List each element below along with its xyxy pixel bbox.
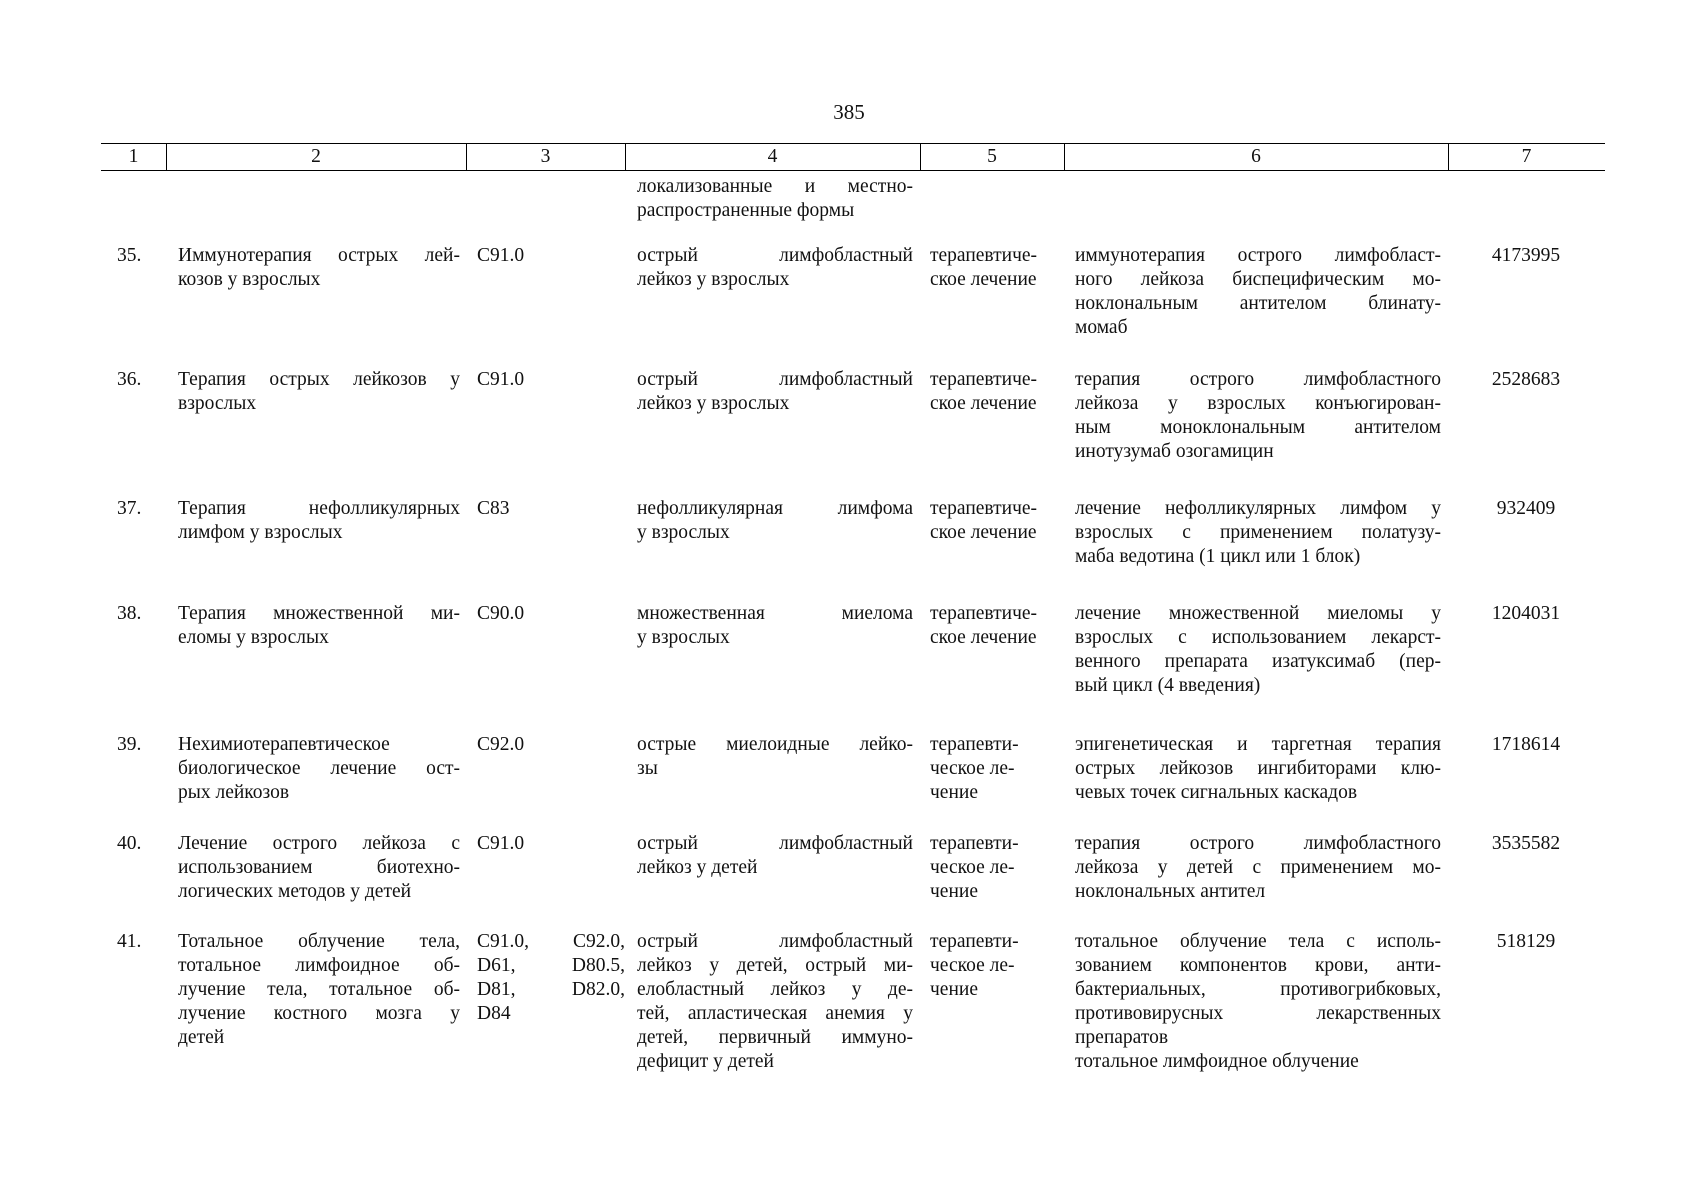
service-name-line: лучение костного мозга у xyxy=(178,1003,460,1024)
header-col-7: 7 xyxy=(1521,146,1532,167)
row-number: 40. xyxy=(117,833,142,854)
treatment-type-line: ческое ле- xyxy=(930,857,1015,878)
treatment-type-line: ское лечение xyxy=(930,627,1037,648)
treatment-type xyxy=(930,368,1058,416)
diagnosis xyxy=(637,930,913,1074)
service-name xyxy=(178,368,460,416)
treatment-description-line: чевых точек сигнальных каскадов xyxy=(1075,782,1358,803)
treatment-description-line: иммунотерапия острого лимфобласт- xyxy=(1075,245,1441,266)
service-name-line: Нехимиотерапевтическое xyxy=(178,734,390,755)
row-number: 35. xyxy=(117,245,142,266)
diagnosis-line: лейкоз у детей, острый ми- xyxy=(637,955,913,976)
service-name xyxy=(178,244,460,292)
header-col-1: 1 xyxy=(128,146,139,167)
icd-code: C91.0 xyxy=(477,369,525,390)
service-name-line: Тотальное облучение тела, xyxy=(178,931,460,952)
diagnosis-line: елобластный лейкоз у де- xyxy=(637,979,913,1000)
diagnosis-line: у взрослых xyxy=(637,522,730,543)
icd-codes xyxy=(477,244,625,268)
icd-code: C91.0 xyxy=(477,245,525,266)
continuation-text: локализованные и местно- xyxy=(637,176,913,197)
standard-cost: 1718614 xyxy=(1491,734,1561,755)
diagnosis xyxy=(637,244,913,292)
header-col-4: 4 xyxy=(767,146,778,167)
icd-code-line xyxy=(477,954,625,978)
standard-cost: 2528683 xyxy=(1491,369,1561,390)
icd-code-line xyxy=(477,930,625,954)
treatment-description-line: эпигенетическая и таргетная терапия xyxy=(1075,734,1441,755)
treatment-type-line: ское лечение xyxy=(930,269,1037,290)
treatment-type-line: ское лечение xyxy=(930,522,1037,543)
service-name xyxy=(178,930,460,1050)
service-name-line: тотальное лимфоидное об- xyxy=(178,955,460,976)
icd-code: C92.0 xyxy=(477,734,525,755)
icd-code-line xyxy=(477,1002,625,1026)
treatment-type-line: ское лечение xyxy=(930,393,1037,414)
header-col-3: 3 xyxy=(540,146,551,167)
treatment-description-line: венного препарата изатуксимаб (пер- xyxy=(1075,651,1441,672)
diagnosis-line: лейкоз у взрослых xyxy=(637,393,790,414)
diagnosis-line: острый лимфобластный xyxy=(637,833,913,854)
diagnosis-line: острый лимфобластный xyxy=(637,369,913,390)
treatment-description-line: тотальное облучение тела с исполь- xyxy=(1075,931,1441,952)
diagnosis-line: детей, первичный иммуно- xyxy=(637,1027,913,1048)
treatment-description-line: терапия острого лимфобластного xyxy=(1075,833,1441,854)
icd-code: C83 xyxy=(477,498,510,519)
standard-cost: 3535582 xyxy=(1491,833,1561,854)
icd-codes xyxy=(477,497,625,521)
icd-codes xyxy=(477,368,625,392)
icd-code: C91.0 xyxy=(477,833,525,854)
treatment-type xyxy=(930,602,1058,650)
page-number: 385 xyxy=(833,100,865,124)
treatment-type-line: терапевтиче- xyxy=(930,603,1038,624)
icd-codes xyxy=(477,930,625,1026)
diagnosis xyxy=(637,602,913,650)
treatment-type xyxy=(930,733,1058,805)
treatment-description xyxy=(1075,832,1441,904)
header-col-5: 5 xyxy=(987,146,997,167)
standard-cost: 518129 xyxy=(1496,931,1556,952)
treatment-description xyxy=(1075,733,1441,805)
treatment-type xyxy=(930,497,1058,545)
service-name-line: еломы у взрослых xyxy=(178,627,329,648)
icd-codes xyxy=(477,602,625,626)
diagnosis-line: нефолликулярная лимфома xyxy=(637,498,913,519)
diagnosis-line: лейкоз у детей xyxy=(637,857,758,878)
service-name-line: Терапия множественной ми- xyxy=(178,603,460,624)
treatment-description-line: противовирусных лекарственных xyxy=(1075,1003,1441,1024)
service-name-line: логических методов у детей xyxy=(178,881,412,902)
treatment-description-line: вый цикл (4 введения) xyxy=(1075,675,1261,696)
row-number: 36. xyxy=(117,369,142,390)
treatment-description-line: ноклональным антителом блинату- xyxy=(1075,293,1441,314)
icd-code: D82.0, xyxy=(571,979,625,1000)
diagnosis xyxy=(637,832,913,880)
icd-code: D81, xyxy=(477,979,516,1000)
treatment-description-line: препаратов xyxy=(1075,1027,1169,1048)
treatment-description-line: терапия острого лимфобластного xyxy=(1075,369,1441,390)
treatment-description-line: бактериальных, противогрибковых, xyxy=(1075,979,1441,1000)
table-header-bottom-border xyxy=(101,170,1605,171)
row-number: 38. xyxy=(117,603,142,624)
service-name-line: Иммунотерапия острых лей- xyxy=(178,245,460,266)
service-name xyxy=(178,497,460,545)
treatment-description-line: момаб xyxy=(1075,317,1128,338)
treatment-type-line: терапевтиче- xyxy=(930,498,1038,519)
treatment-description-line: ным моноклональным антителом xyxy=(1075,417,1441,438)
service-name-line: лучение тела, тотальное об- xyxy=(178,979,460,1000)
treatment-type-line: терапевти- xyxy=(930,833,1019,854)
treatment-description-line: ноклональных антител xyxy=(1075,881,1266,902)
treatment-type-line: чение xyxy=(930,782,978,803)
row-number: 41. xyxy=(117,931,142,952)
treatment-description xyxy=(1075,602,1441,698)
service-name-line: Терапия нефолликулярных xyxy=(178,498,460,519)
diagnosis-line: дефицит у детей xyxy=(637,1051,774,1072)
treatment-description xyxy=(1075,368,1441,464)
treatment-type-line: терапевтиче- xyxy=(930,245,1038,266)
icd-code: C92.0, xyxy=(572,931,625,952)
header-col-2: 2 xyxy=(311,146,321,167)
treatment-type-line: терапевти- xyxy=(930,931,1019,952)
icd-code: D84 xyxy=(477,1003,511,1024)
row-number: 37. xyxy=(117,498,142,519)
diagnosis-line: острые миелоидные лейко- xyxy=(637,734,913,755)
service-name-line: Лечение острого лейкоза с xyxy=(178,833,460,854)
service-name xyxy=(178,602,460,650)
treatment-description-line: тотальное лимфоидное облучение xyxy=(1075,1051,1359,1072)
standard-cost: 4173995 xyxy=(1491,245,1561,266)
diagnosis-line: тей, апластическая анемия у xyxy=(637,1003,913,1024)
icd-code: D80.5, xyxy=(571,955,625,976)
treatment-description-line: лечение множественной миеломы у xyxy=(1075,603,1441,624)
treatment-type xyxy=(930,832,1058,904)
service-name-line: биологическое лечение ост- xyxy=(178,758,460,779)
icd-codes xyxy=(477,832,625,856)
service-name-line: взрослых xyxy=(178,393,257,414)
diagnosis xyxy=(637,368,913,416)
treatment-description xyxy=(1075,497,1441,569)
treatment-type xyxy=(930,244,1058,292)
diagnosis-line: острый лимфобластный xyxy=(637,931,913,952)
service-name-line: рых лейкозов xyxy=(178,782,290,803)
diagnosis-line: у взрослых xyxy=(637,627,730,648)
header-col-6: 6 xyxy=(1251,146,1261,167)
icd-code: D61, xyxy=(477,955,516,976)
diagnosis xyxy=(637,733,913,781)
treatment-description xyxy=(1075,930,1441,1074)
continuation-text: распространенные формы xyxy=(637,200,855,221)
treatment-type-line: терапевтиче- xyxy=(930,369,1038,390)
treatment-description-line: взрослых с применением полатузу- xyxy=(1075,522,1441,543)
diagnosis-line: множественная миелома xyxy=(637,603,913,624)
treatment-type-line: ческое ле- xyxy=(930,955,1015,976)
treatment-type-line: терапевти- xyxy=(930,734,1019,755)
diagnosis xyxy=(637,497,913,545)
service-name-line: детей xyxy=(178,1027,225,1048)
row-number: 39. xyxy=(117,734,142,755)
diagnosis-line: зы xyxy=(637,758,658,779)
diagnosis-line: острый лимфобластный xyxy=(637,245,913,266)
treatment-description-line: маба ведотина (1 цикл или 1 блок) xyxy=(1075,546,1361,567)
treatment-description-line: острых лейкозов ингибиторами клю- xyxy=(1075,758,1441,779)
treatment-description-line: лечение нефолликулярных лимфом у xyxy=(1075,498,1441,519)
treatment-description-line: инотузумаб озогамицин xyxy=(1075,441,1274,462)
treatment-type-line: ческое ле- xyxy=(930,758,1015,779)
service-name-line: использованием биотехно- xyxy=(178,857,460,878)
standard-cost: 932409 xyxy=(1496,498,1556,519)
standard-cost: 1204031 xyxy=(1491,603,1561,624)
service-name-line: Терапия острых лейкозов у xyxy=(178,369,460,390)
treatment-description-line: лейкоза у детей с применением мо- xyxy=(1075,857,1441,878)
treatment-type xyxy=(930,930,1058,1002)
icd-code-line xyxy=(477,978,625,1002)
treatment-description-line: зованием компонентов крови, анти- xyxy=(1075,955,1441,976)
treatment-description-line: лейкоза у взрослых конъюгирован- xyxy=(1075,393,1441,414)
diagnosis-line: лейкоз у взрослых xyxy=(637,269,790,290)
treatment-type-line: чение xyxy=(930,979,978,1000)
icd-codes xyxy=(477,733,625,757)
treatment-description-line: взрослых с использованием лекарст- xyxy=(1075,627,1441,648)
service-name xyxy=(178,832,460,904)
icd-code: C91.0, xyxy=(477,931,530,952)
icd-code: C90.0 xyxy=(477,603,525,624)
service-name-line: лимфом у взрослых xyxy=(178,522,343,543)
service-name xyxy=(178,733,460,805)
service-name-line: козов у взрослых xyxy=(178,269,321,290)
treatment-type-line: чение xyxy=(930,881,978,902)
treatment-description xyxy=(1075,244,1441,340)
treatment-description-line: ного лейкоза биспецифическим мо- xyxy=(1075,269,1441,290)
